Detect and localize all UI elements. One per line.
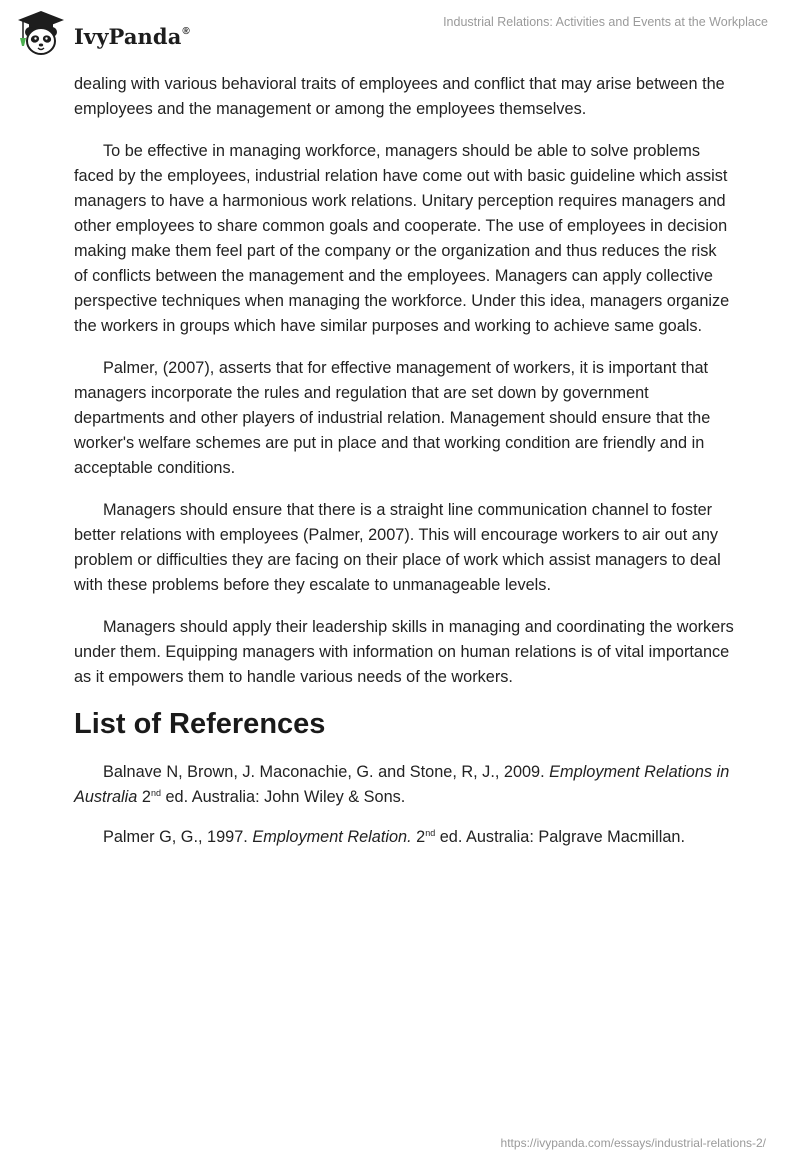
reference-edition-suffix: nd bbox=[425, 828, 436, 838]
references-heading: List of References bbox=[74, 708, 326, 740]
panda-graduate-icon bbox=[14, 8, 68, 58]
paragraph: To be effective in managing workforce, managers should be able to solve problems faced by the employees, industrial relation have come out with basic guideline which assist managers to have a harmonious work relations. Unitary perception requires managers and other employees to share common goals and cooperate. The use of employees in decision making make them feel part of the company or the organization and thus reduces the risk of conflicts between the management and the employees. Managers can apply collective perspective techniques when managing the workforce. Under this idea, managers organize the workers in groups which have similar purposes and working to achieve same goals. bbox=[74, 142, 730, 335]
page-header bbox=[0, 0, 800, 66]
brand-logo[interactable] bbox=[14, 8, 190, 58]
reference-item bbox=[74, 825, 734, 850]
reference-edition: 2 bbox=[416, 828, 426, 846]
paragraph: dealing with various behavioral traits of employees and conflict that may arise between the employees and the management or among the employees themselves. bbox=[74, 75, 725, 118]
reference-authors: Palmer G, G., 1997. bbox=[103, 828, 248, 846]
reference-title: Employment Relation. bbox=[252, 828, 412, 846]
paragraph: Managers should apply their leadership skills in managing and coordinating the workers under them. Equipping managers with information on human relations is of vital importance as it empowers them to handle various needs of the workers. bbox=[74, 618, 734, 686]
document-title: Industrial Relations: Activities and Events at the Workplace bbox=[443, 15, 768, 29]
reference-authors: Balnave N, Brown, J. Maconachie, G. and Stone, R, J., 2009. bbox=[103, 763, 545, 781]
brand-name: IvyPanda® bbox=[74, 23, 190, 49]
reference-title: Employment Relations in Australia bbox=[74, 763, 730, 806]
paragraph: Palmer, (2007), asserts that for effective management of workers, it is important that managers incorporate the rules and regulation that are set down by government departments and other players of industrial relation. Management should ensure that the worker's welfare schemes are put in place and that working condition are friendly and in acceptable conditions. bbox=[74, 359, 711, 477]
reference-edition: 2 bbox=[141, 788, 151, 806]
reference-publisher: ed. Australia: John Wiley & Sons. bbox=[165, 788, 406, 806]
reference-publisher: ed. Australia: Palgrave Macmillan. bbox=[439, 828, 685, 846]
document-body bbox=[74, 72, 734, 865]
reference-edition-suffix: nd bbox=[150, 788, 161, 798]
registered-mark: ® bbox=[182, 25, 190, 37]
reference-item bbox=[74, 760, 734, 810]
paragraph: Managers should ensure that there is a straight line communication channel to foster better relations with employees (Palmer, 2007). This will encourage workers to air out any problem or difficulties they are facing on their place of work which assist managers to deal with these problems before they escalate to unmanageable levels. bbox=[74, 501, 721, 594]
source-url-link[interactable]: https://ivypanda.com/essays/industrial-relations-2/ bbox=[500, 1136, 766, 1150]
